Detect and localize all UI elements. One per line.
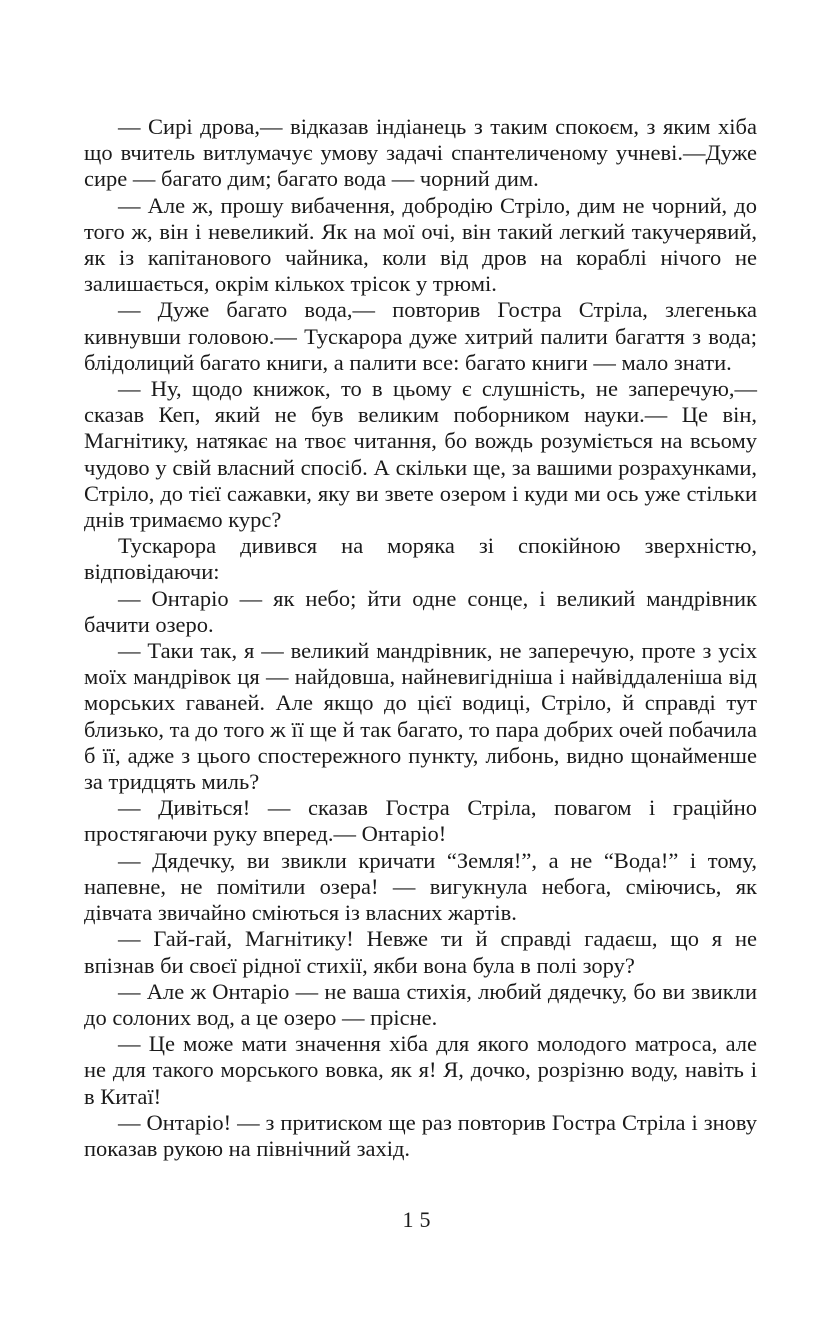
paragraph-1: — Сирі дрова,— відказав індіанець з таким спокоєм, з яким хіба що вчитель витлумачує умову задачі спантеличеному учневі.—Дуже сире — багато дим; багато вода — чорний дим. <box>84 114 757 192</box>
paragraph-2: — Але ж, прошу вибачення, добродію Стріло, дим не чорний, до того ж, він і невеликий. Як на мої очі, він такий легкий такучерявий, як із капітанового чайника, коли від дров на кораблі нічого не залишається, окрім кількох трісок у трюмі. <box>84 192 757 297</box>
paragraph-3: — Дуже багато вода,— повторив Гостра Стріла, злегенька кивнувши головою.— Тускарора дуже хитрий палити багаття з вода; блідолиций багато книги, а палити все: багато книги — мало знати. <box>84 297 757 375</box>
paragraph-13: — Онтаріо! — з притиском ще раз повторив Гостра Стріла і знову показав рукою на північний захід. <box>84 1109 757 1161</box>
paragraph-6: — Онтаріо — як небо; йти одне сонце, і великий мандрівник бачити озеро. <box>84 585 757 637</box>
paragraph-4: — Ну, щодо книжок, то в цьому є слушність, не заперечую,— сказав Кеп, який не був великим поборником науки.— Це він, Магнітику, натякає на твоє читання, бо вождь розуміється на всьому чудово у свій власний спосіб. А скільки ще, за вашими розрахунками, Стріло, до тієї сажавки, яку ви звете озером і куди ми ось уже стільки днів тримаємо курс? <box>84 376 757 533</box>
page-number: 15 <box>402 1207 437 1232</box>
paragraph-10: — Гай-гай, Магнітику! Невже ти й справді гадаєш, що я не впізнав би своєї рідної стихії, якби вона була в полі зору? <box>84 926 757 978</box>
paragraph-5: Тускарора дивився на моряка зі спокійною зверхністю, відповідаючи: <box>84 533 757 585</box>
paragraph-9: — Дядечку, ви звикли кричати “Земля!”, а не “Вода!” і тому, напевне, не помітили озера! — вигукнула небога, сміючись, як дівчата звичайно сміються із власних жартів. <box>84 847 757 926</box>
page-body <box>84 114 757 1162</box>
paragraph-11: — Але ж Онтаріо — не ваша стихія, любий дядечку, бо ви звикли до солоних вод, а це озеро — прісне. <box>84 978 757 1030</box>
paragraph-7: — Таки так, я — великий мандрівник, не заперечую, проте з усіх моїх мандрівок ця — найдовша, найневигідніша і найвіддаленіша від морських гаваней. Але якщо до цієї водиці, Стріло, й справді тут близько, та до того ж її ще й так багато, то пара добрих очей побачила б її, адже з цього спостережного пункту, либонь, видно щонайменше за тридцять миль? <box>84 638 757 795</box>
paragraph-8: — Дивіться! — сказав Гостра Стріла, повагом і граційно простягаючи руку вперед.— Онтаріо! <box>84 795 757 847</box>
paragraph-12: — Це може мати значення хіба для якого молодого матроса, але не для такого морського вовка, як я! Я, дочко, розрізню воду, навіть і в Китаї! <box>84 1031 757 1109</box>
